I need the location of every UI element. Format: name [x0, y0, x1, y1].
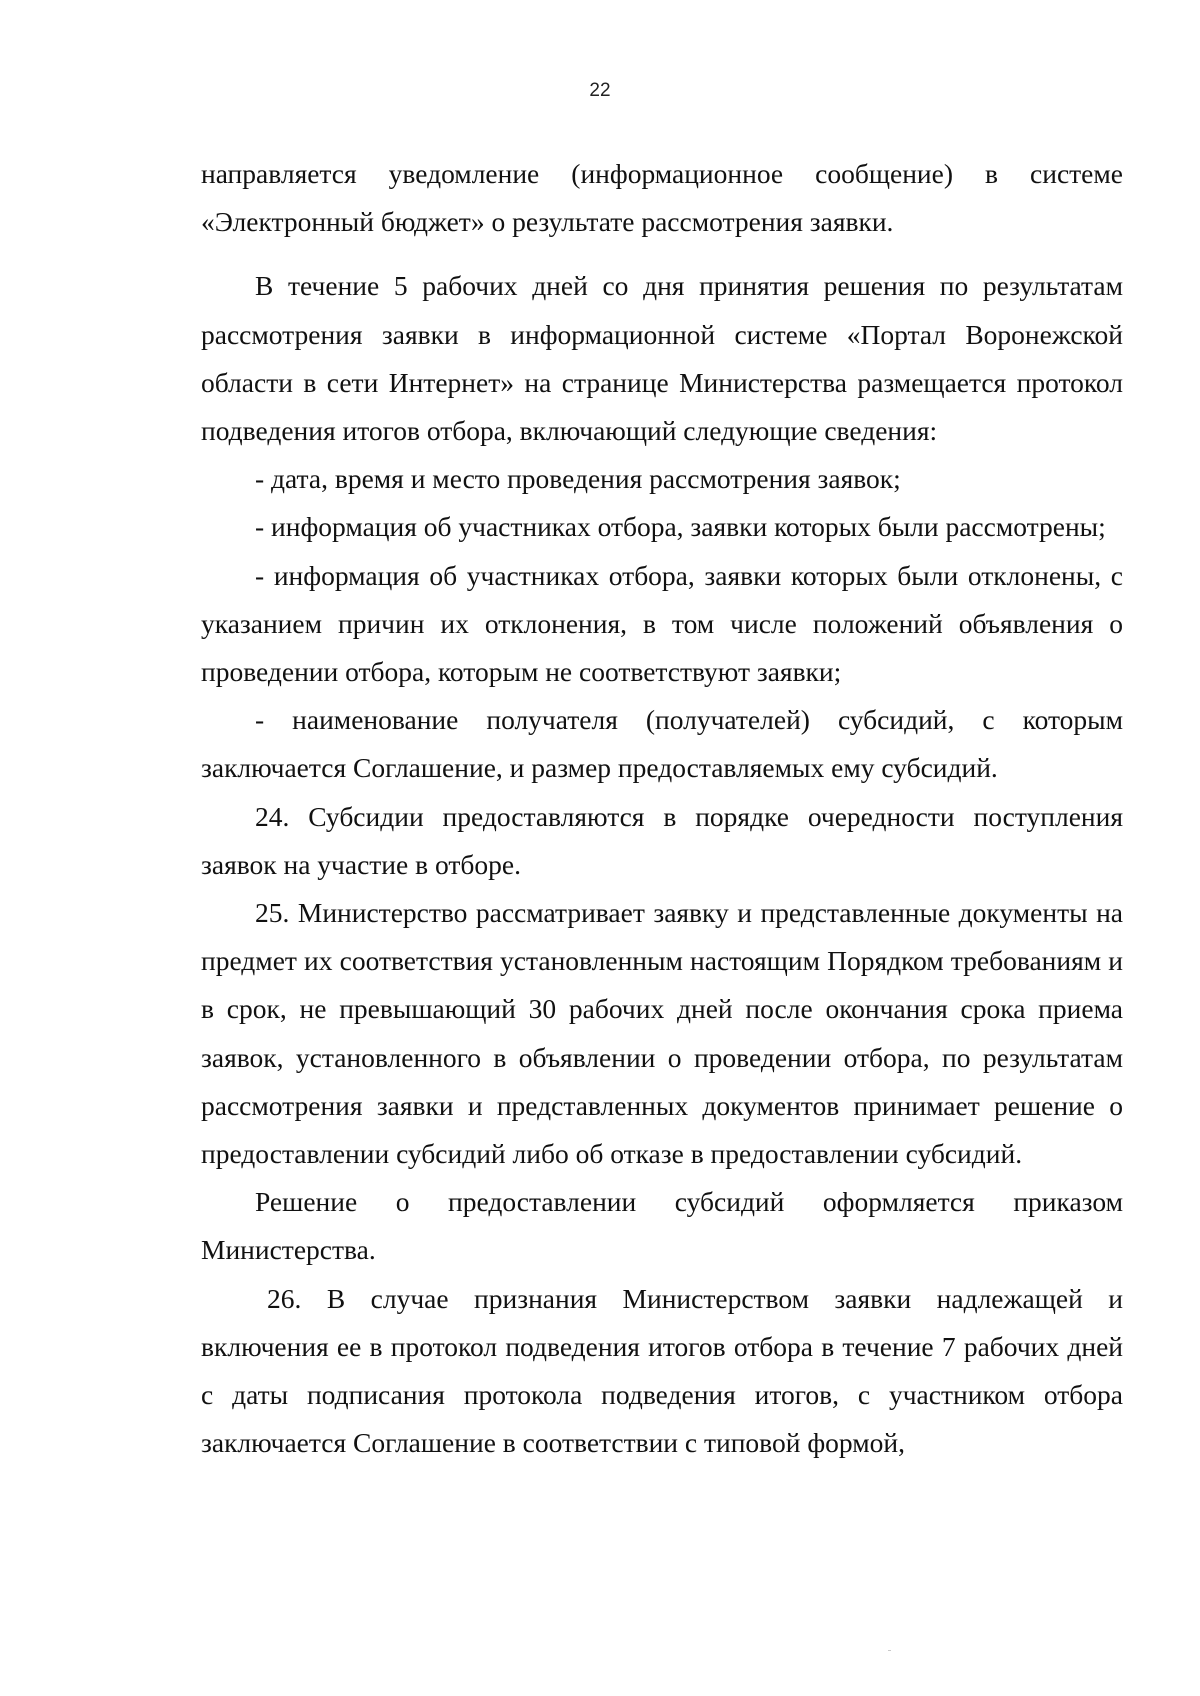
list-item-reviewed-participants: - информация об участниках отбора, заявки которых были рассмотрены; — [255, 511, 1106, 543]
scan-speck — [888, 1650, 891, 1651]
paragraph-decision: Решение о предоставлении субсидий оформляется приказом Министерства. — [201, 1186, 1123, 1266]
document-body — [201, 150, 1123, 1467]
paragraph-24: 24. Субсидии предоставляются в порядке очередности поступления заявок на участие в отборе. — [201, 800, 1123, 880]
page-number: 22 — [589, 80, 611, 101]
list-item-recipient-name: - наименование получателя (получателей) субсидий, с которым заключается Соглашение, и размер предоставляемых ему субсидий. — [201, 704, 1123, 784]
paragraph-protocol-publication: В течение 5 рабочих дней со дня принятия решения по результатам рассмотрения заявки в информационной системе «Портал Воронежской области в сети Интернет» на странице Министерства размещается протокол подведения итогов отбора, включающий следующие сведения: — [201, 270, 1123, 447]
paragraph-26: 26. В случае признания Министерством заявки надлежащей и включения ее в протокол подведения итогов отбора в течение 7 рабочих дней с даты подписания протокола подведения итогов, с участником отбора заключается Соглашение в соответствии с типовой формой, — [201, 1282, 1123, 1459]
list-item-rejected-participants: - информация об участниках отбора, заявки которых были отклонены, с указанием причин их отклонения, в том числе положений объявления о проведении отбора, которым не соответствуют заявки; — [201, 559, 1123, 688]
paragraph-notification: направляется уведомление (информационное сообщение) в системе «Электронный бюджет» о результате рассмотрения заявки. — [201, 158, 1123, 238]
list-item-date-time-place: - дата, время и место проведения рассмотрения заявок; — [255, 463, 901, 495]
paragraph-25: 25. Министерство рассматривает заявку и представленные документы на предмет их соответствия установленным настоящим Порядком требованиям и в срок, не превышающий 30 рабочих дней после окончания срока приема заявок, установленного в объявлении о проведении отбора, по результатам рассмотрения заявки и представленных документов принимает решение о предоставлении субсидий либо об отказе в предоставлении субсидий. — [201, 897, 1123, 1170]
